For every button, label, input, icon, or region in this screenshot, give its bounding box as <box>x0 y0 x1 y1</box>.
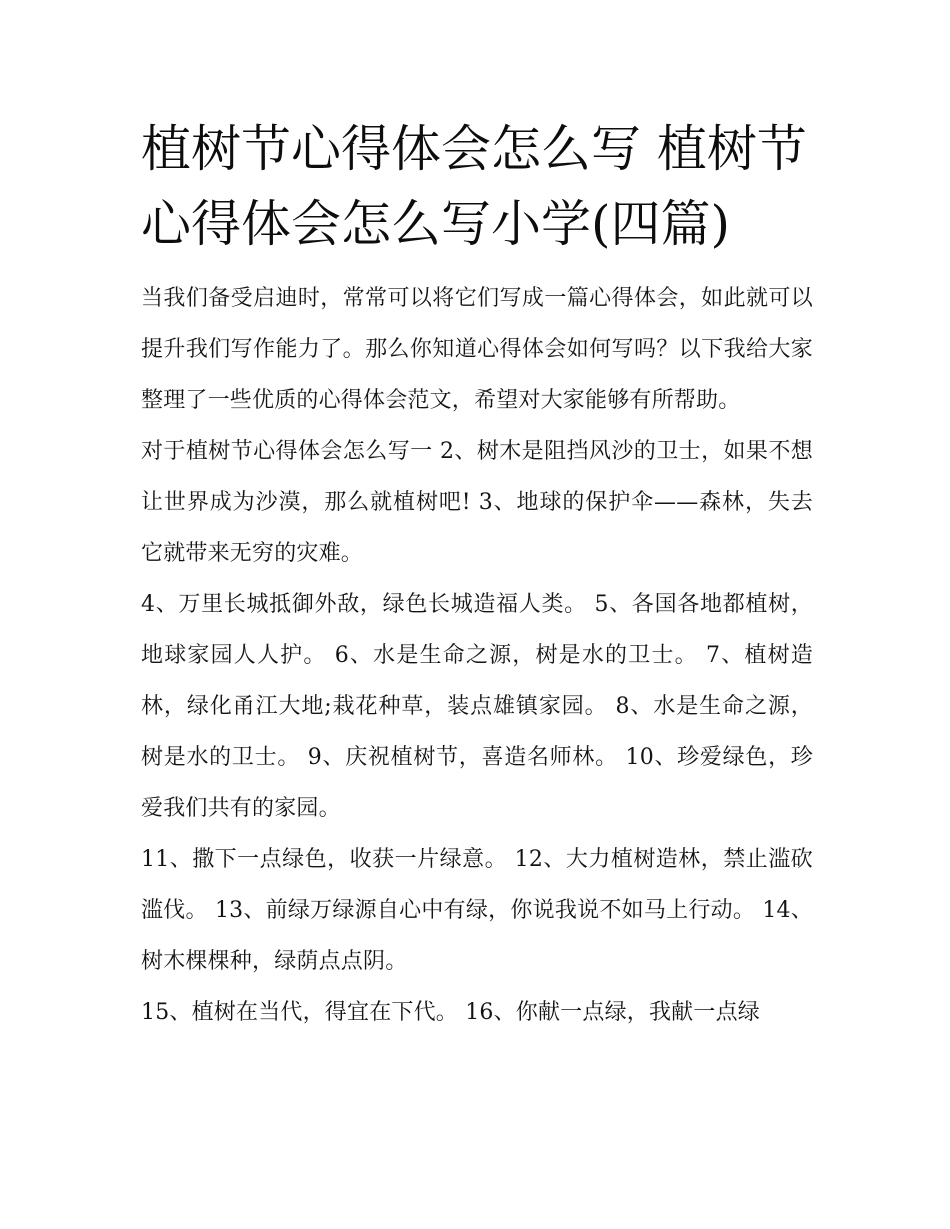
document-title: 植树节心得体会怎么写 植树节心得体会怎么写小学(四篇) <box>141 120 807 253</box>
paragraph-intro: 当我们备受启迪时，常常可以将它们写成一篇心得体会，如此就可以提升我们写作能力了。那么你知道心得体会如何写吗？以下我给大家整理了一些优质的心得体会范文，希望对大家能够有所帮助。 <box>141 286 813 413</box>
document-body <box>141 273 813 1038</box>
paragraph-section-one: 对于植树节心得体会怎么写一 2、树木是阻挡风沙的卫士，如果不想让世界成为沙漠，那么就植树吧! 3、地球的保护伞——森林，失去它就带来无穷的灾难。 <box>141 439 813 566</box>
paragraph-slogans-4-10: 4、万里长城抵御外敌，绿色长城造福人类。 5、各国各地都植树，地球家园人人护。 6、水是生命之源，树是水的卫士。 7、植树造林，绿化甬江大地;栽花种草，装点雄镇家园。 8、水是生命之源，树是水的卫士。 9、庆祝植树节，喜造名师林。 10、珍爱绿色，珍爱我们共有的家园。 <box>141 592 813 821</box>
document-page <box>141 112 813 1038</box>
paragraph-slogans-11-14: 11、撒下一点绿色，收获一片绿意。 12、大力植树造林，禁止滥砍滥伐。 13、前绿万绿源自心中有绿，你说我说不如马上行动。 14、树木棵棵种，绿荫点点阴。 <box>141 847 813 974</box>
paragraph-slogans-15-16: 15、植树在当代，得宜在下代。 16、你献一点绿，我献一点绿 <box>141 1000 760 1025</box>
